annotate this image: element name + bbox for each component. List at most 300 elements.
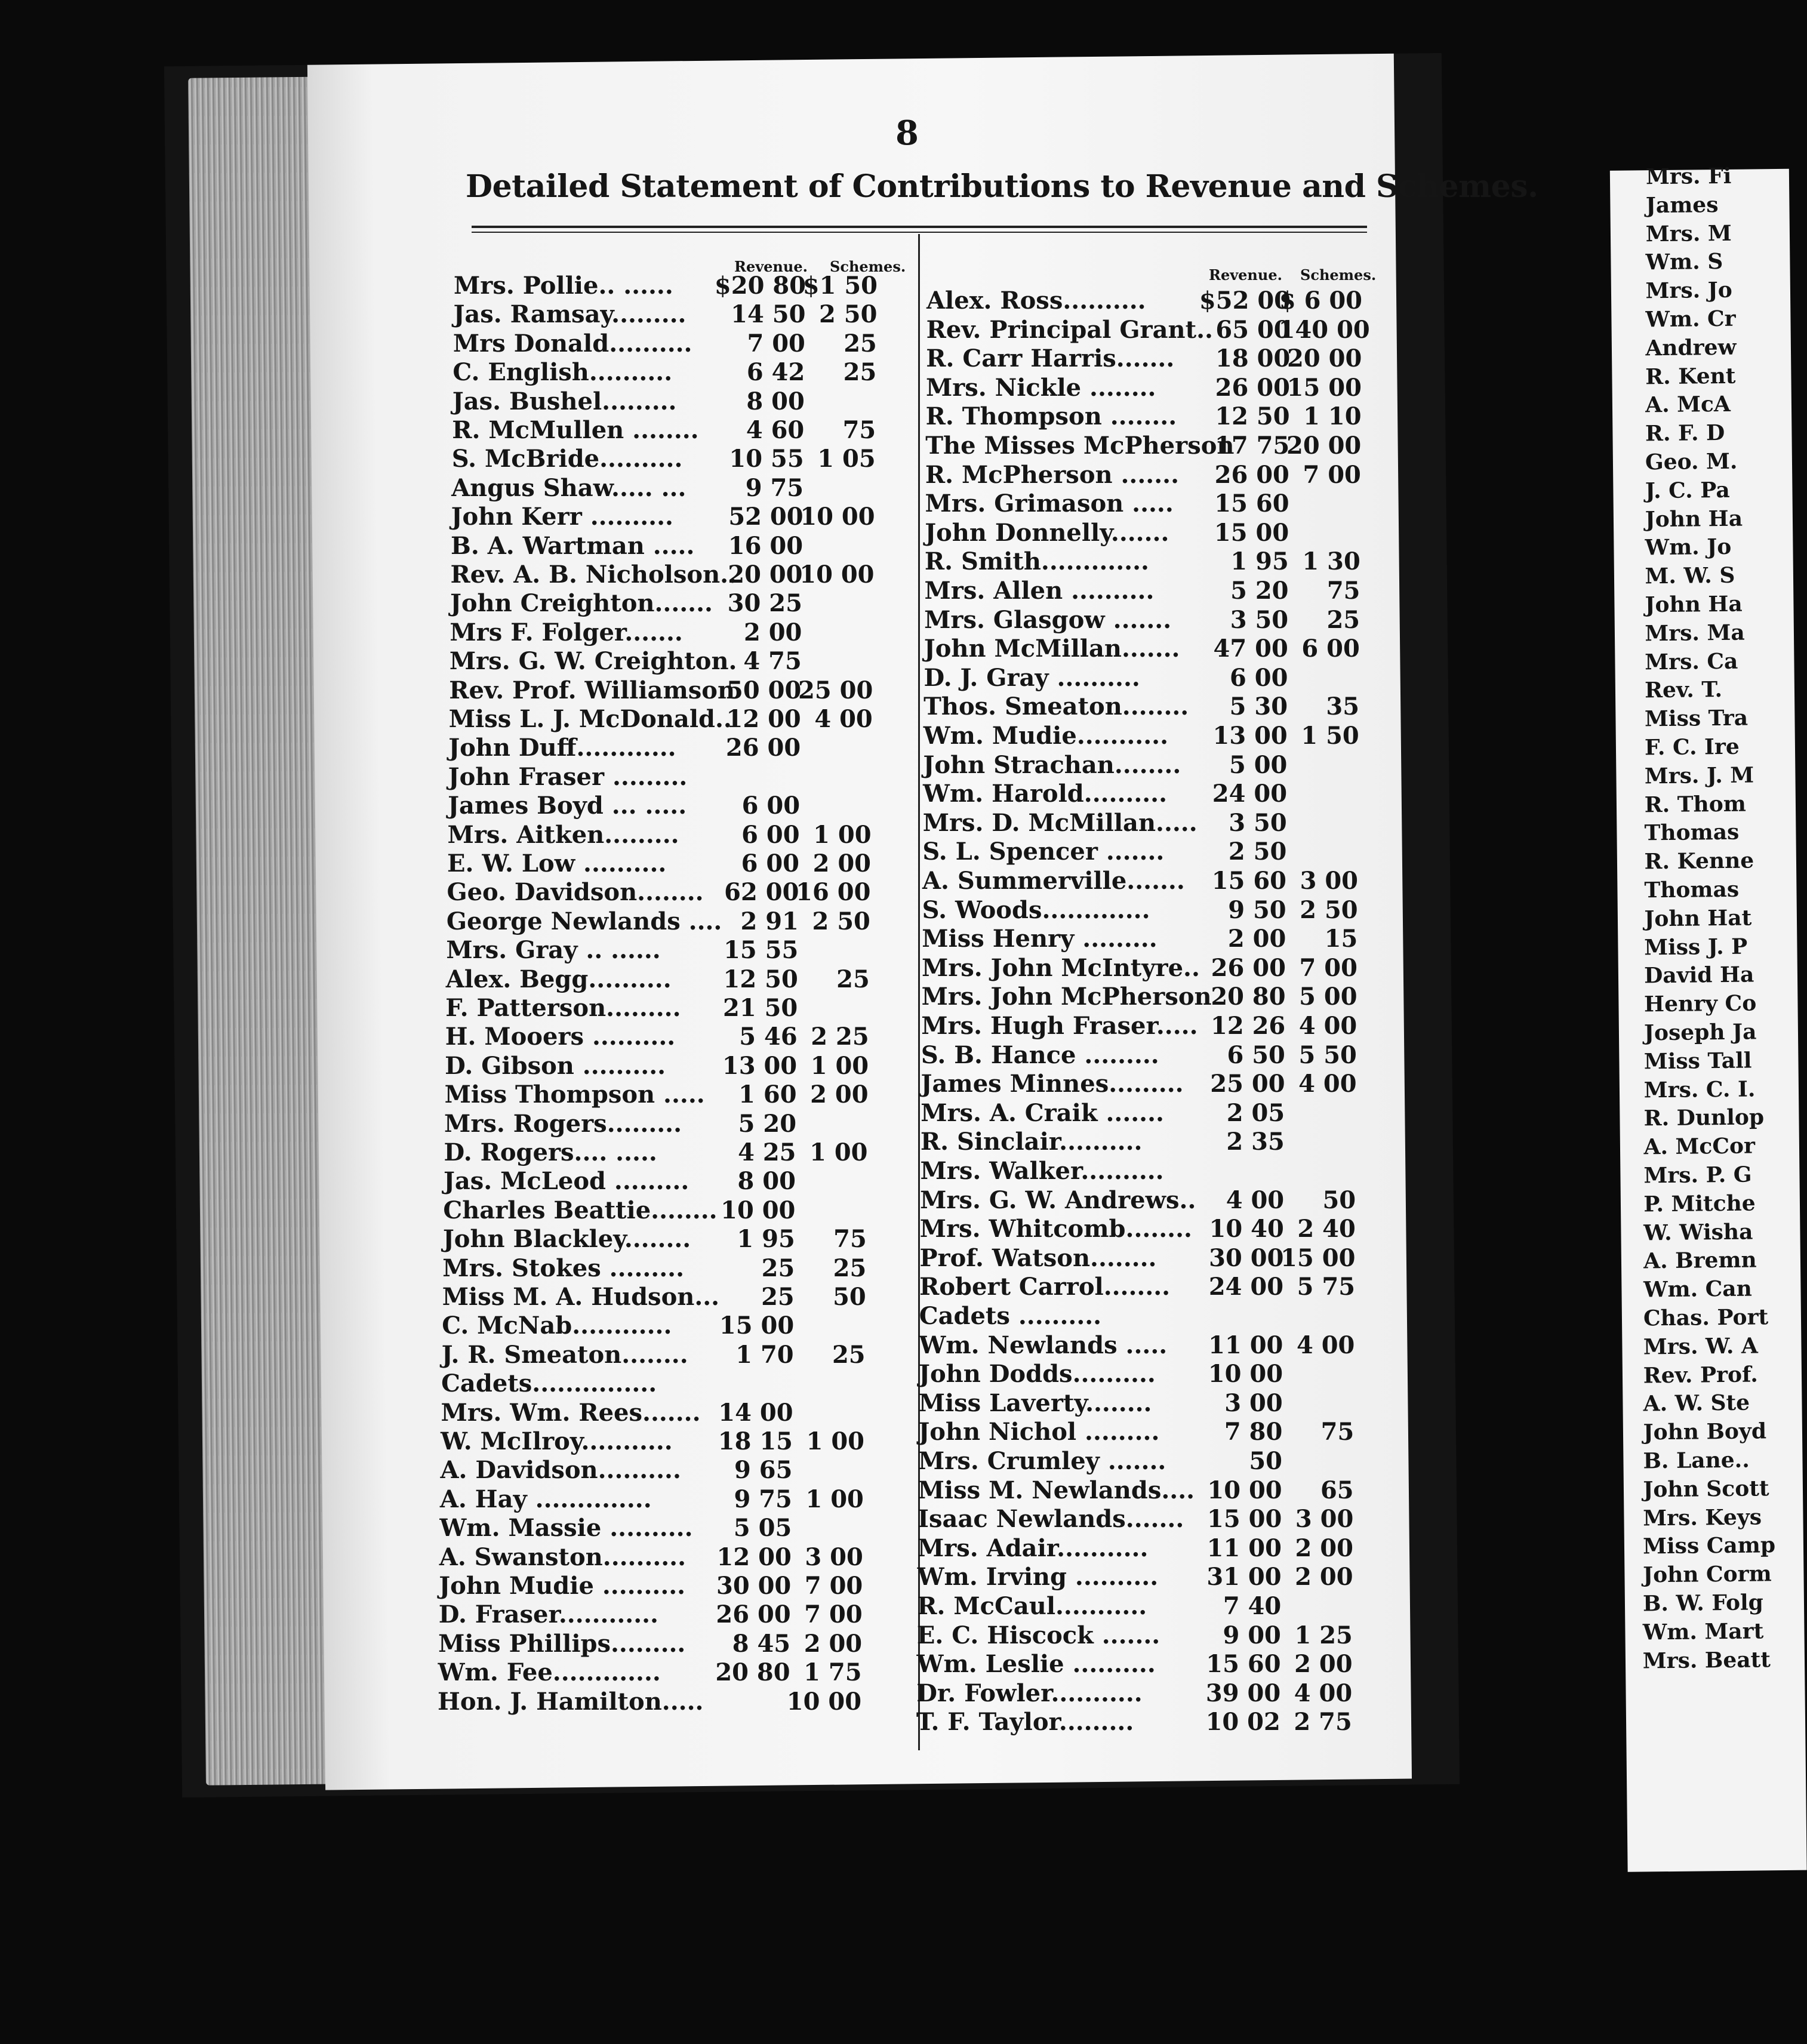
contributor-name: Mrs. Nickle ........: [925, 373, 1156, 402]
contributor-name: R. McMullen ........: [452, 416, 699, 444]
facing-page-line: Miss J. P: [1644, 934, 1748, 960]
contributor-name: James Minnes.........: [921, 1070, 1184, 1098]
facing-page-line: Mrs. W. A: [1643, 1333, 1759, 1360]
contribution-row: [918, 1476, 1366, 1505]
schemes-amount: 1 30: [1302, 547, 1360, 576]
revenue-amount: 5 00: [1229, 750, 1288, 779]
contribution-row: [918, 1563, 1365, 1592]
right-schemes-header: Schemes.: [1300, 266, 1377, 284]
contributor-name: E. C. Hiscock .......: [916, 1621, 1160, 1649]
contributor-name: Mrs. Walker..........: [920, 1157, 1164, 1185]
contributor-name: Rev. Principal Grant..: [926, 315, 1213, 344]
revenue-amount: 15 60: [1214, 490, 1289, 518]
contribution-row: [445, 994, 881, 1023]
facing-page-line: R. Dunlop: [1643, 1104, 1765, 1131]
facing-page-line: B. W. Folg: [1642, 1590, 1764, 1617]
page-number: 8: [895, 113, 919, 153]
schemes-amount: 75: [1320, 1418, 1355, 1446]
contributor-name: Geo. Davidson........: [447, 878, 704, 907]
contribution-row: [444, 1138, 880, 1167]
schemes-amount: 15 00: [1280, 1243, 1356, 1272]
facing-page-line: R. F. D: [1645, 420, 1725, 447]
contribution-row: [447, 878, 882, 907]
schemes-amount: 15: [1324, 925, 1358, 953]
contributor-name: Miss Laverty........: [918, 1389, 1152, 1417]
revenue-amount: 12 00: [726, 705, 801, 733]
facing-page-line: A. Bremn: [1643, 1247, 1757, 1274]
revenue-amount: 26 00: [725, 734, 801, 762]
schemes-amount: 2 00: [1295, 1534, 1353, 1562]
contribution-row: [451, 561, 886, 589]
schemes-amount: 2 00: [810, 1081, 869, 1109]
facing-page-line: Wm. S: [1645, 249, 1723, 275]
schemes-amount: 7 00: [804, 1572, 863, 1600]
contributor-name: R. McCaul...........: [917, 1592, 1147, 1620]
contributor-name: D. Rogers.... .....: [444, 1138, 657, 1166]
contribution-row: [922, 925, 1369, 953]
revenue-amount: 12 50: [723, 965, 798, 993]
contribution-row: [921, 1128, 1368, 1156]
contribution-row: [448, 763, 884, 792]
facing-page-line: R. Kent: [1645, 363, 1736, 389]
schemes-amount: 1 05: [817, 445, 876, 473]
revenue-amount: 15 60: [1211, 867, 1286, 895]
contributor-name: Jas. McLeod .........: [443, 1167, 689, 1196]
revenue-amount: 26 00: [1214, 460, 1289, 489]
contribution-row: [448, 792, 884, 820]
contributor-name: A. Hay ..............: [439, 1485, 652, 1513]
facing-page-line: A. W. Ste: [1643, 1390, 1750, 1417]
contribution-row: [926, 374, 1374, 402]
revenue-amount: 2 00: [1227, 925, 1286, 953]
facing-page-line: M. W. S: [1645, 562, 1735, 589]
revenue-amount: 5 20: [738, 1109, 797, 1138]
revenue-amount: 26 00: [716, 1600, 791, 1629]
left-revenue-header: Revenue.: [734, 258, 808, 275]
contributor-name: Wm. Massie ..........: [439, 1514, 693, 1543]
contributor-name: John McMillan.......: [923, 635, 1180, 663]
contribution-row: [452, 416, 888, 445]
contribution-row: [454, 272, 889, 300]
contributor-name: Mrs. Glasgow .......: [924, 605, 1172, 634]
revenue-amount: 26 00: [1215, 373, 1290, 402]
contributor-name: S. L. Spencer .......: [922, 838, 1165, 866]
revenue-amount: 4 75: [743, 647, 802, 676]
facing-page-line: James: [1645, 192, 1719, 218]
contribution-row: [918, 1418, 1366, 1446]
revenue-amount: 9 00: [1223, 1621, 1281, 1649]
schemes-amount: 75: [833, 1225, 867, 1254]
contribution-row: [450, 647, 885, 676]
contributor-name: Mrs. Pollie.. ......: [454, 272, 673, 300]
contribution-row: [922, 838, 1370, 866]
revenue-amount: 1 95: [1230, 547, 1289, 576]
schemes-amount: 4 00: [1298, 1070, 1357, 1098]
revenue-amount: 8 45: [732, 1629, 791, 1658]
contribution-row: [923, 722, 1371, 750]
schemes-amount: 2 50: [812, 907, 870, 935]
facing-page-line: A. McA: [1645, 392, 1731, 418]
revenue-amount: 25: [761, 1283, 795, 1311]
contribution-row: [925, 519, 1372, 547]
schemes-amount: 25: [844, 329, 877, 358]
left-schemes-header: Schemes.: [830, 258, 906, 275]
revenue-amount: 10 00: [1207, 1476, 1282, 1504]
contribution-row: [923, 751, 1371, 780]
schemes-amount: 3 00: [805, 1543, 863, 1571]
contributor-name: Mrs. Crumley .......: [918, 1447, 1166, 1475]
contribution-row: [444, 1110, 880, 1138]
contribution-row: [448, 734, 884, 762]
revenue-amount: 3 50: [1229, 808, 1287, 837]
revenue-amount: 52 00: [728, 503, 804, 531]
revenue-amount: 10 00: [721, 1196, 796, 1224]
revenue-amount: 20 80: [1211, 983, 1286, 1011]
contributor-name: Jas. Ramsay.........: [453, 300, 687, 329]
contribution-row: [445, 1081, 881, 1109]
facing-page-line: Wm. Can: [1643, 1276, 1753, 1303]
revenue-amount: 9 50: [1228, 895, 1286, 924]
schemes-amount: 1 50: [1301, 722, 1359, 750]
contribution-row: [447, 849, 883, 878]
schemes-amount: 2 25: [811, 1023, 869, 1051]
contribution-row: [441, 1427, 876, 1456]
facing-page-line: Henry Co: [1643, 990, 1757, 1017]
revenue-amount: 15 00: [1207, 1505, 1282, 1534]
revenue-amount: 13 00: [722, 1051, 798, 1080]
contribution-row: [439, 1572, 875, 1600]
contributor-name: Alex. Ross..........: [926, 287, 1146, 315]
facing-page-line: John Hat: [1644, 905, 1752, 932]
revenue-amount: 10 00: [1208, 1360, 1283, 1389]
revenue-amount: 30 00: [716, 1572, 792, 1600]
contribution-row: [917, 1650, 1365, 1679]
contributor-name: John Blackley........: [442, 1225, 691, 1254]
revenue-amount: 17 75: [1214, 432, 1290, 460]
facing-page-line: Mrs. Beatt: [1642, 1646, 1771, 1674]
facing-page-line: B. Lane..: [1643, 1447, 1750, 1474]
contributor-name: John Creighton.......: [450, 589, 713, 618]
schemes-amount: 2 75: [1294, 1708, 1352, 1737]
contribution-row: [917, 1592, 1365, 1621]
contributor-name: Mrs. Aitken.........: [447, 820, 679, 849]
facing-page-line: Geo. M.: [1645, 448, 1738, 475]
contribution-row: [438, 1658, 874, 1687]
contributor-name: Mrs. G. W. Creighton.: [449, 647, 737, 676]
contributor-name: R. Carr Harris.......: [926, 344, 1175, 373]
schemes-amount: 7 00: [1299, 953, 1357, 982]
contribution-row: [449, 705, 885, 734]
contributor-name: Mrs. Hugh Fraser.....: [921, 1012, 1198, 1040]
contributor-name: A. Davidson..........: [440, 1456, 681, 1485]
schemes-amount: 20 00: [1287, 344, 1362, 373]
facing-page-line: Chas. Port: [1643, 1304, 1769, 1331]
schemes-amount: 7 00: [804, 1600, 863, 1629]
contribution-row: [923, 809, 1371, 838]
contribution-row: [453, 330, 889, 358]
facing-page: [1610, 163, 1807, 1872]
contributor-name: John Strachan........: [923, 750, 1181, 779]
contribution-row: [925, 432, 1373, 460]
revenue-amount: 5 46: [739, 1023, 798, 1051]
facing-page-line: Wm. Jo: [1645, 534, 1732, 561]
revenue-amount: 2 91: [740, 907, 799, 935]
facing-page-line: F. C. Ire: [1644, 734, 1740, 761]
contributor-name: C. McNab............: [442, 1312, 672, 1340]
contributor-name: Prof. Watson........: [919, 1243, 1157, 1272]
contributor-name: Cadets ..........: [919, 1302, 1102, 1330]
contributor-name: Rev. A. B. Nicholson..: [450, 561, 737, 589]
contributor-name: Mrs Donald..........: [452, 329, 692, 358]
contribution-row: [445, 1052, 881, 1081]
contributor-name: R. Thompson ........: [925, 402, 1177, 431]
contributor-name: Miss L. J. McDonald..: [448, 705, 732, 733]
revenue-amount: 6 00: [741, 849, 799, 878]
revenue-amount: 9 75: [734, 1485, 792, 1513]
schemes-amount: 65: [1320, 1476, 1354, 1504]
revenue-amount: 47 00: [1213, 635, 1288, 663]
facing-page-line: Thomas: [1644, 876, 1740, 903]
contributor-name: Rev. Prof. Williamson: [449, 676, 735, 704]
facing-page-line: J. C. Pa: [1645, 477, 1730, 504]
contributor-name: Wm. Fee.............: [438, 1658, 661, 1687]
contribution-row: [918, 1447, 1366, 1476]
revenue-amount: 11 00: [1208, 1331, 1283, 1359]
contributor-name: F. Patterson.........: [445, 994, 681, 1022]
contributor-name: D. Fraser............: [438, 1600, 658, 1629]
contribution-row: [917, 1621, 1365, 1650]
contributor-name: Hon. J. Hamilton.....: [438, 1687, 704, 1716]
contribution-row: [925, 577, 1372, 605]
contribution-row: [448, 821, 884, 849]
contribution-row: [924, 635, 1372, 663]
contribution-row: [922, 983, 1369, 1011]
schemes-amount: 1 00: [813, 820, 872, 849]
revenue-amount: 30 25: [727, 589, 802, 618]
facing-page-line: W. Wisha: [1643, 1219, 1753, 1246]
schemes-amount: 25: [1326, 605, 1360, 634]
schemes-amount: 2 40: [1297, 1215, 1356, 1243]
contribution-row: [438, 1630, 874, 1658]
contributor-name: John Duff............: [448, 734, 676, 762]
schemes-amount: 4 00: [1296, 1331, 1355, 1359]
contributor-name: Wm. Irving ..........: [917, 1563, 1159, 1592]
schemes-amount: 1 00: [810, 1051, 869, 1080]
contributor-name: Mrs. D. McMillan.....: [922, 808, 1198, 837]
contributor-name: S. Woods.............: [922, 895, 1150, 924]
revenue-amount: 4 60: [746, 416, 805, 444]
schemes-amount: 4 00: [1294, 1679, 1353, 1707]
facing-page-line: John Ha: [1645, 506, 1743, 532]
contributor-name: Charles Beattie........: [443, 1196, 718, 1224]
schemes-amount: 25: [843, 358, 877, 387]
contributor-name: T. F. Taylor.........: [916, 1708, 1134, 1737]
schemes-amount: 10 00: [799, 561, 875, 589]
page-heading: Detailed Statement of Contributions to Revenue and Schemes.: [466, 168, 1538, 205]
contributor-name: Mrs. Rogers.........: [444, 1109, 682, 1138]
schemes-amount: 25 00: [798, 676, 873, 704]
contribution-row: [926, 402, 1374, 431]
revenue-amount: 4 25: [738, 1138, 796, 1166]
revenue-amount: 3 00: [1224, 1389, 1283, 1417]
contribution-row: [925, 461, 1373, 490]
contributor-name: E. W. Low ..........: [447, 849, 667, 878]
facing-page-line: Mrs. C. I.: [1643, 1076, 1756, 1103]
contribution-row: [452, 445, 888, 473]
contributor-name: Mrs. Gray .. ......: [446, 936, 661, 965]
contributor-name: C. English..........: [452, 358, 673, 387]
contributor-name: Mrs. Allen ..........: [924, 577, 1155, 605]
revenue-amount: 25: [761, 1254, 795, 1282]
facing-page-line: John Ha: [1645, 591, 1743, 618]
contribution-row: [919, 1360, 1366, 1389]
schemes-amount: 50: [833, 1283, 866, 1311]
schemes-amount: 2 00: [812, 849, 871, 878]
facing-page-line: Mrs. M: [1645, 220, 1732, 247]
revenue-amount: 11 00: [1206, 1534, 1282, 1562]
contribution-row: [921, 1157, 1368, 1186]
facing-page-line: Miss Tall: [1643, 1048, 1752, 1075]
contribution-row: [919, 1302, 1367, 1331]
facing-page-line: P. Mitche: [1643, 1190, 1756, 1217]
contribution-row: [439, 1600, 875, 1629]
contribution-row: [451, 474, 887, 503]
contribution-row: [441, 1369, 877, 1398]
revenue-amount: 20 80: [715, 1658, 790, 1687]
contribution-row: [444, 1167, 879, 1196]
contribution-row: [439, 1514, 875, 1543]
contribution-row: [920, 1215, 1368, 1243]
schemes-amount: 50: [1322, 1186, 1356, 1214]
schemes-amount: 20 00: [1286, 432, 1362, 460]
contributor-name: B. A. Wartman .....: [451, 531, 695, 560]
revenue-amount: 65 00: [1215, 315, 1291, 344]
contributor-name: Angus Shaw..... ...: [451, 473, 687, 502]
revenue-amount: 20 00: [728, 561, 803, 589]
revenue-amount: 12 00: [716, 1543, 792, 1571]
contributor-name: John Mudie ..........: [439, 1572, 686, 1600]
contributor-name: Miss Henry .........: [922, 925, 1158, 953]
schemes-amount: 35: [1326, 692, 1360, 721]
contribution-row: [918, 1534, 1365, 1563]
facing-page-line: Thomas: [1644, 820, 1740, 846]
schemes-amount: 2 00: [1294, 1650, 1353, 1679]
contribution-row: [440, 1456, 876, 1485]
revenue-amount: 50: [1249, 1447, 1282, 1475]
facing-page-line: David Ha: [1643, 962, 1754, 989]
revenue-amount: 7 40: [1223, 1592, 1282, 1620]
revenue-amount: 5 20: [1230, 577, 1289, 605]
revenue-amount: 15 00: [719, 1312, 795, 1340]
revenue-amount: 15 00: [1214, 518, 1289, 547]
revenue-amount: 10 02: [1205, 1708, 1280, 1737]
revenue-amount: 6 00: [1230, 663, 1288, 692]
schemes-amount: 15 00: [1286, 373, 1362, 402]
contribution-row: [438, 1688, 873, 1716]
facing-page-line: Joseph Ja: [1643, 1019, 1757, 1046]
contribution-row: [449, 676, 885, 705]
facing-page-line: Mrs. Jo: [1645, 277, 1732, 304]
revenue-amount: 26 00: [1211, 953, 1286, 982]
contributor-name: John Nichol .........: [918, 1418, 1160, 1446]
schemes-amount: 25: [832, 1340, 866, 1369]
contributor-name: Mrs. Whitcomb........: [919, 1215, 1192, 1243]
schemes-amount: 16 00: [796, 878, 871, 907]
facing-page-line: Rev. T.: [1644, 677, 1723, 703]
facing-page-line: Mrs. Fi: [1645, 163, 1732, 190]
contribution-row: [442, 1254, 878, 1283]
revenue-amount: 5 30: [1229, 692, 1288, 721]
schemes-amount: 1 00: [809, 1138, 868, 1166]
revenue-amount: 31 00: [1206, 1563, 1282, 1592]
revenue-amount: 7 80: [1224, 1418, 1283, 1446]
facing-page-line: Miss Tra: [1644, 705, 1748, 732]
contributor-name: Wm. Mudie...........: [923, 722, 1169, 750]
contribution-row: [920, 1186, 1368, 1215]
contributor-name: John Donnelly.......: [925, 518, 1169, 547]
revenue-amount: 18 00: [1215, 344, 1291, 373]
schemes-amount: $ 6 00: [1279, 287, 1362, 315]
revenue-amount: 15 55: [724, 936, 799, 965]
contribution-row: [451, 503, 887, 531]
schemes-amount: 1 75: [804, 1658, 862, 1687]
facing-page-line: R. Kenne: [1644, 848, 1754, 875]
contribution-row: [451, 532, 886, 561]
contribution-row: [916, 1708, 1364, 1737]
contributor-name: R. Sinclair..........: [920, 1128, 1143, 1156]
contribution-row: [925, 547, 1372, 576]
contributor-name: A. Swanston..........: [439, 1543, 687, 1571]
schemes-amount: 2 00: [804, 1629, 863, 1658]
contributor-name: George Newlands ....: [446, 907, 722, 935]
contributor-name: Thos. Smeaton........: [923, 692, 1189, 721]
facing-page-line: Wm. Cr: [1645, 306, 1736, 333]
revenue-amount: 18 15: [718, 1427, 793, 1455]
contributor-name: Mrs F. Folger.......: [450, 618, 683, 647]
schemes-amount: 6 00: [1301, 635, 1360, 663]
contribution-row: [921, 1099, 1368, 1128]
contribution-row: [921, 1012, 1369, 1041]
contributor-name: Wm. Harold..........: [923, 780, 1168, 808]
contribution-row: [443, 1196, 879, 1225]
contribution-row: [923, 780, 1371, 808]
contributor-name: D. J. Gray ..........: [923, 663, 1140, 692]
revenue-amount: 6 42: [746, 358, 805, 387]
revenue-amount: 4 00: [1226, 1186, 1285, 1214]
schemes-amount: 10 00: [800, 503, 875, 531]
revenue-amount: 14 00: [718, 1398, 793, 1427]
facing-page-line: R. Thom: [1644, 791, 1747, 817]
contributor-name: Mrs. Wm. Rees.......: [441, 1398, 701, 1427]
contributor-name: S. B. Hance .........: [921, 1041, 1159, 1069]
revenue-amount: 6 00: [741, 792, 801, 820]
revenue-amount: 25 00: [1210, 1070, 1285, 1098]
contributor-name: Mrs. Adair...........: [917, 1534, 1149, 1562]
revenue-amount: 1 60: [738, 1081, 797, 1109]
schemes-amount: 4 00: [1298, 1012, 1357, 1040]
contributor-name: Isaac Newlands.......: [918, 1505, 1184, 1534]
contribution-row: [442, 1312, 878, 1340]
contributor-name: Mrs. John McPherson: [921, 983, 1212, 1011]
revenue-amount: 2 50: [1228, 838, 1287, 866]
schemes-amount: 75: [842, 416, 876, 444]
schemes-amount: 2 50: [1300, 895, 1358, 924]
revenue-amount: 6 00: [741, 820, 800, 849]
contributor-name: Mrs. G. W. Andrews..: [920, 1186, 1196, 1214]
facing-page-line: Mrs. Ca: [1645, 648, 1738, 675]
revenue-amount: 8 00: [737, 1167, 796, 1196]
schemes-amount: 25: [833, 1254, 867, 1282]
